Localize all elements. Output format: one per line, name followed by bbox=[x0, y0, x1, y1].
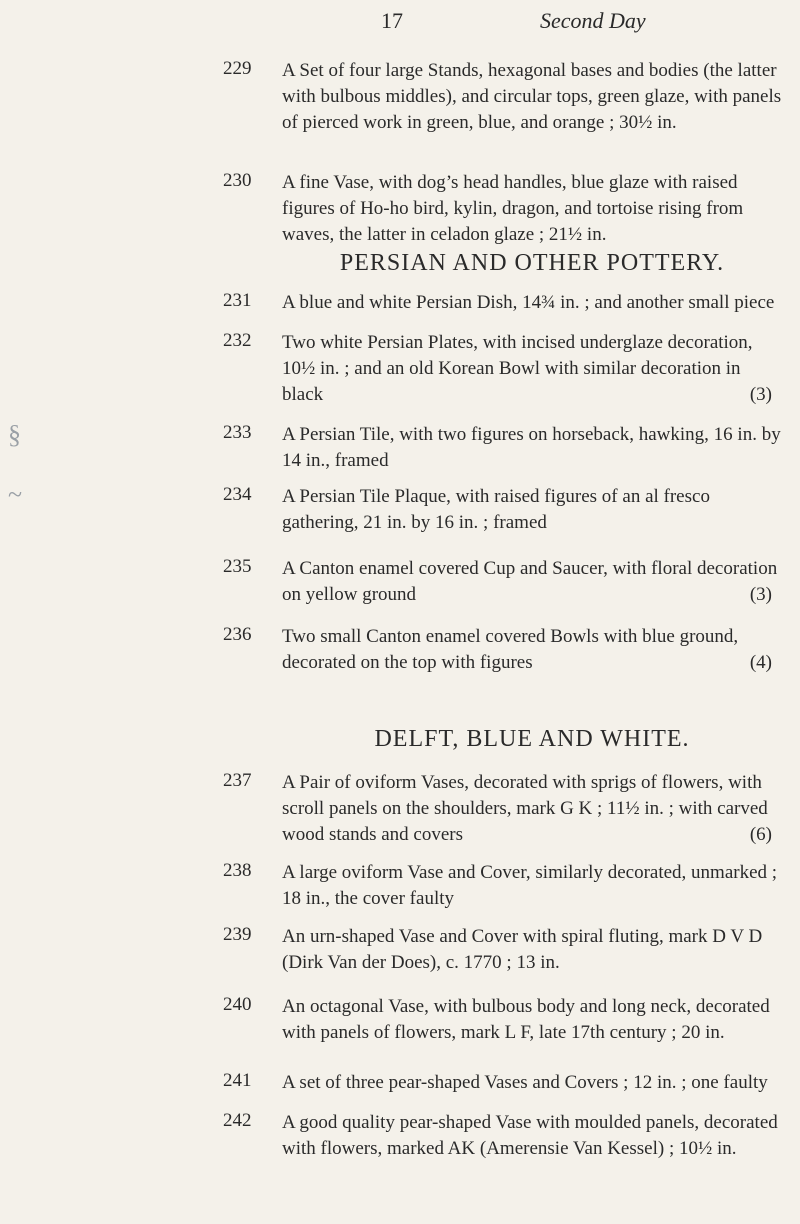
lot-description: A large oviform Vase and Cover, similarly decorated, unmarked ; 18 in., the cover faulty bbox=[282, 862, 778, 909]
lot-description: A fine Vase, with dog’s head handles, blue glaze with raised figures of Ho-ho bird, kylin, dragon, and tortoise rising from waves, the latter in celadon glaze ; 21½ in. bbox=[282, 172, 744, 245]
lot-number: 235 bbox=[223, 556, 252, 577]
bleed-through-mark: ~ bbox=[8, 480, 23, 509]
page-number: 17 bbox=[381, 8, 403, 33]
lot-number: 240 bbox=[223, 994, 252, 1015]
bleed-through-mark: § bbox=[8, 420, 21, 449]
lot-number: 241 bbox=[223, 1070, 252, 1091]
lot-description: An urn-shaped Vase and Cover with spiral fluting, mark D V D (Dirk Van der Does), c. 1770 ; 13 in. bbox=[282, 926, 763, 973]
lot-description: Two small Canton enamel covered Bowls with blue ground, decorated on the top with figures (4) bbox=[282, 624, 782, 676]
section-heading-persian: PERSIAN AND OTHER POTTERY. bbox=[339, 250, 725, 276]
lot-number: 232 bbox=[223, 330, 252, 351]
lot-number: 242 bbox=[223, 1110, 252, 1131]
lot-number: 237 bbox=[223, 770, 252, 791]
lot-description: A Persian Tile, with two figures on horseback, hawking, 16 in. by 14 in., framed bbox=[282, 424, 781, 471]
lot-description: A set of three pear-shaped Vases and Covers ; 12 in. ; one faulty bbox=[282, 1072, 768, 1093]
lot-description: A Persian Tile Plaque, with raised figures of an al fresco gathering, 21 in. by 16 in. ; framed bbox=[282, 486, 710, 533]
lot-number: 239 bbox=[223, 924, 252, 945]
lot-description: A good quality pear-shaped Vase with moulded panels, decorated with flowers, marked AK (Amerensie Van Kessel) ; 10½ in. bbox=[282, 1112, 778, 1159]
lot-description: An octagonal Vase, with bulbous body and long neck, decorated with panels of flowers, mark L F, late 17th century ; 20 in. bbox=[282, 996, 770, 1043]
lot-number: 236 bbox=[223, 624, 252, 645]
lot-quantity: (3) bbox=[749, 384, 772, 405]
lot-number: 238 bbox=[223, 860, 252, 881]
lot-description: A Pair of oviform Vases, decorated with sprigs of flowers, with scroll panels on the shoulders, mark G K ; 11½ in. ; with carved wood stands and covers (6) bbox=[282, 770, 782, 848]
lot-number: 233 bbox=[223, 422, 252, 443]
page-header bbox=[0, 8, 800, 40]
lot-number: 231 bbox=[223, 290, 252, 311]
lot-quantity: (3) bbox=[749, 584, 772, 605]
lot-number: 230 bbox=[223, 170, 252, 191]
lot-description: A Canton enamel covered Cup and Saucer, with floral decoration on yellow ground (3) bbox=[282, 556, 782, 608]
lot-quantity: (4) bbox=[749, 652, 772, 673]
day-label: Second Day bbox=[540, 8, 646, 33]
lot-description: Two white Persian Plates, with incised underglaze decoration, 10½ in. ; and an old Korean Bowl with similar decoration in black (3) bbox=[282, 330, 782, 408]
lot-number: 234 bbox=[223, 484, 252, 505]
lot-description: A Set of four large Stands, hexagonal bases and bodies (the latter with bulbous middles), and circular tops, green glaze, with panels of pierced work in green, blue, and orange ; 30½ in. bbox=[282, 60, 782, 133]
section-heading-delft: DELFT, BLUE AND WHITE. bbox=[374, 726, 690, 752]
lot-description: A blue and white Persian Dish, 14¾ in. ; and another small piece bbox=[282, 292, 775, 313]
lot-quantity: (6) bbox=[749, 824, 772, 845]
lot-number: 229 bbox=[223, 58, 252, 79]
